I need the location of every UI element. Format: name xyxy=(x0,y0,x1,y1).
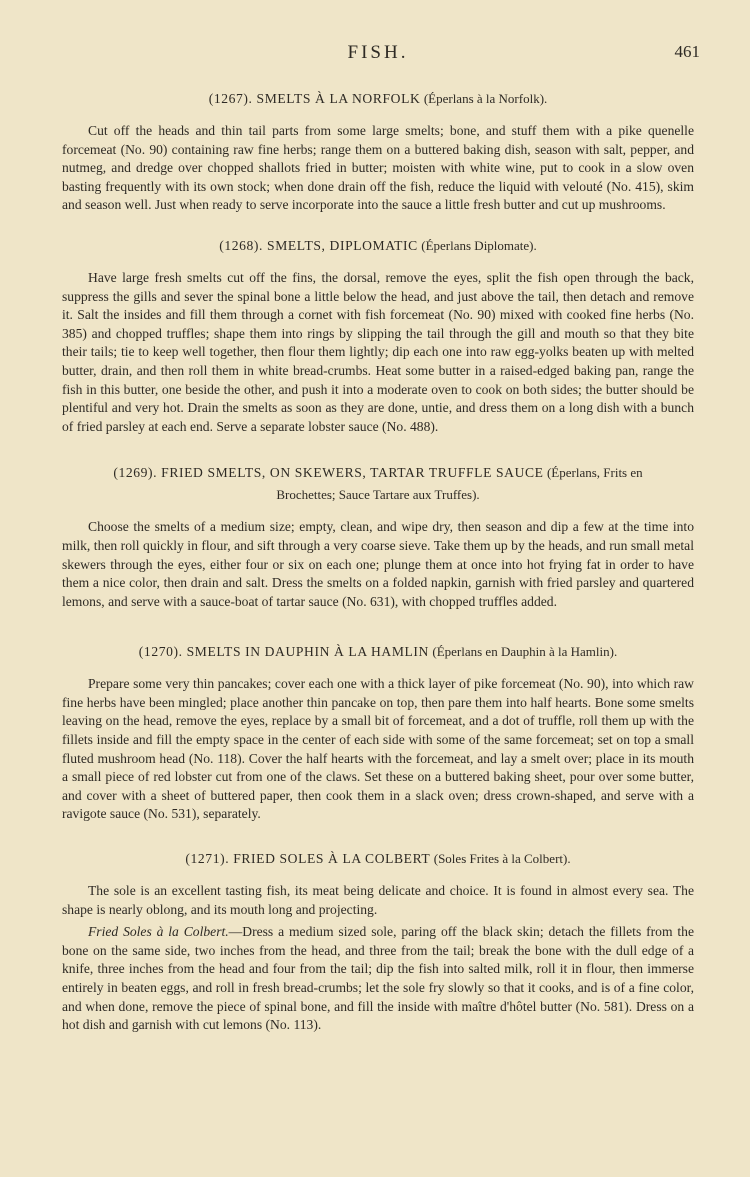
recipe-title xyxy=(62,641,694,663)
page-header xyxy=(62,36,700,66)
recipe-title-main: (1271). FRIED SOLES À LA COLBERT xyxy=(185,851,431,867)
recipe-1271 xyxy=(62,848,694,1035)
recipe-title xyxy=(62,235,694,257)
recipe-title-french: (Éperlans à la Norfolk). xyxy=(423,91,548,106)
recipe-title-main: (1267). SMELTS À LA NORFOLK xyxy=(208,91,421,106)
recipe-lead-in: Fried Soles à la Colbert. xyxy=(88,924,229,940)
recipe-title-french-line2: Brochettes; Sauce Tartare aux Truffes). xyxy=(276,487,480,503)
recipe-title-main: (1270). SMELTS IN DAUPHIN À LA HAMLIN xyxy=(138,644,429,660)
recipe-lead-text: —Dress a medium sized sole, paring off the black skin; detach the fillets from the bone on the same side, two inches from the head, and three from the tail; break the bone with the dull edge of a knife, three inches from the head and four from the tail; dip the fish into salted milk, roll it in flour, then immerse entirely in beaten eggs, and roll in fresh bread-crumbs; let the sole fry slowly so that it cooks, and is of a fine color, and when done, remove the piece of spinal bone, and fill the inside with maître d'hôtel butter (No. 581). Dress on a hot dish and garnish with cut lemons (No. 113). xyxy=(62,924,695,1033)
recipe-paragraph xyxy=(62,923,694,1035)
recipe-1270 xyxy=(62,641,694,824)
recipe-1267 xyxy=(62,88,694,215)
recipe-title-french: (Éperlans, Frits en xyxy=(546,465,643,481)
recipe-title-main: (1268). SMELTS, DIPLOMATIC xyxy=(219,237,418,253)
recipe-title-french: (Éperlans en Dauphin à la Hamlin). xyxy=(432,644,618,660)
recipe-paragraph: Prepare some very thin pancakes; cover each one with a thick layer of pike forcemeat (No. 90), into which raw fine herbs have been mingled; place another thin pancake on top, then pare them into half hearts. Bone some smelts leaving on the head, remove the eyes, replace by a small bit of forcemeat, and a dot of truffle, roll them up with the fillets inside and fill the empty space in the center of each side with some of the same forcemeat; set on top a small fluted mushroom head (No. 118). Cover the half hearts with the forcemeat, and lay a smelt over; place in its mouth a small piece of red lobster cut from one of the claws. Set these on a buttered baking sheet, pour over some butter, and cover with a sheet of buttered paper, then cook them in a slack oven; dress crown-shaped, and serve with a ravigote sauce (No. 531), separately. xyxy=(62,676,694,822)
recipe-paragraph: The sole is an excellent tasting fish, its meat being delicate and choice. It is found in almost every sea. The shape is nearly oblong, and its mouth long and projecting. xyxy=(62,883,694,917)
recipe-title-french: (Soles Frites à la Colbert). xyxy=(433,851,571,867)
recipe-paragraph: Choose the smelts of a medium size; empty, clean, and wipe dry, then season and dip a few at the time into milk, then roll quickly in flour, and sift through a very coarse sieve. Take them up by the heads, and run small metal skewers through the eyes, either four or six on each one; plunge them at once into hot frying fat in order to have them a nice color, then drain and salt. Dress the smelts on a folded napkin, garnish with fried parsley and quartered lemons, and serve with a sauce-boat of tartar sauce (No. 631), with chopped truffles added. xyxy=(62,519,694,609)
recipe-paragraph: Cut off the heads and thin tail parts from some large smelts; bone, and stuff them with a pike quenelle forcemeat (No. 90) containing raw fine herbs; range them on a buttered baking dish, season with salt, pepper, and nutmeg, and dredge over chopped shallots fried in butter; moisten with white wine, put to cook in a slow oven basting frequently with its own stock; when done drain off the fish, reduce the liquid with velouté (No. 415), skim and season well. Just when ready to serve incorporate into the sauce a little fresh butter and cut up mushrooms. xyxy=(62,123,694,213)
page-number: 461 xyxy=(674,42,700,61)
recipe-1269 xyxy=(62,462,694,611)
recipe-1268 xyxy=(62,235,694,436)
recipe-title xyxy=(62,88,694,110)
recipe-title xyxy=(62,462,694,506)
recipe-paragraph: Have large fresh smelts cut off the fins, the dorsal, remove the eyes, split the fish open through the back, suppress the gills and sever the spinal bone a little below the head, and just above the tail, then detach and remove it. Salt the insides and fill them through a cornet with fish forcemeat (No. 90) mixed with cooked fine herbs (No. 385) and chopped truffles; shape them into rings by slipping the tail through the gill and mouth so that they bite their tails; tie to keep well together, then flour them lightly; dip each one into raw egg-yolks beaten up with melted butter, drain, and then roll them in white bread-crumbs. Heat some butter in a raised-edged baking pan, range the fish in this butter, one beside the other, and push it into a moderate oven to cook on both sides; the butter should be plentiful and very hot. Drain the smelts as soon as they are done, untie, and dress them on a long dish with a bunch of fried parsley at each end. Serve a separate lobster sauce (No. 488). xyxy=(62,269,694,434)
recipe-title-main: (1269). FRIED SMELTS, ON SKEWERS, TARTAR TRUFFLE SAUCE xyxy=(113,465,544,481)
running-title: FISH. xyxy=(347,42,409,63)
recipe-title-french: (Éperlans Diplomate). xyxy=(421,237,537,253)
recipe-title xyxy=(62,848,694,870)
